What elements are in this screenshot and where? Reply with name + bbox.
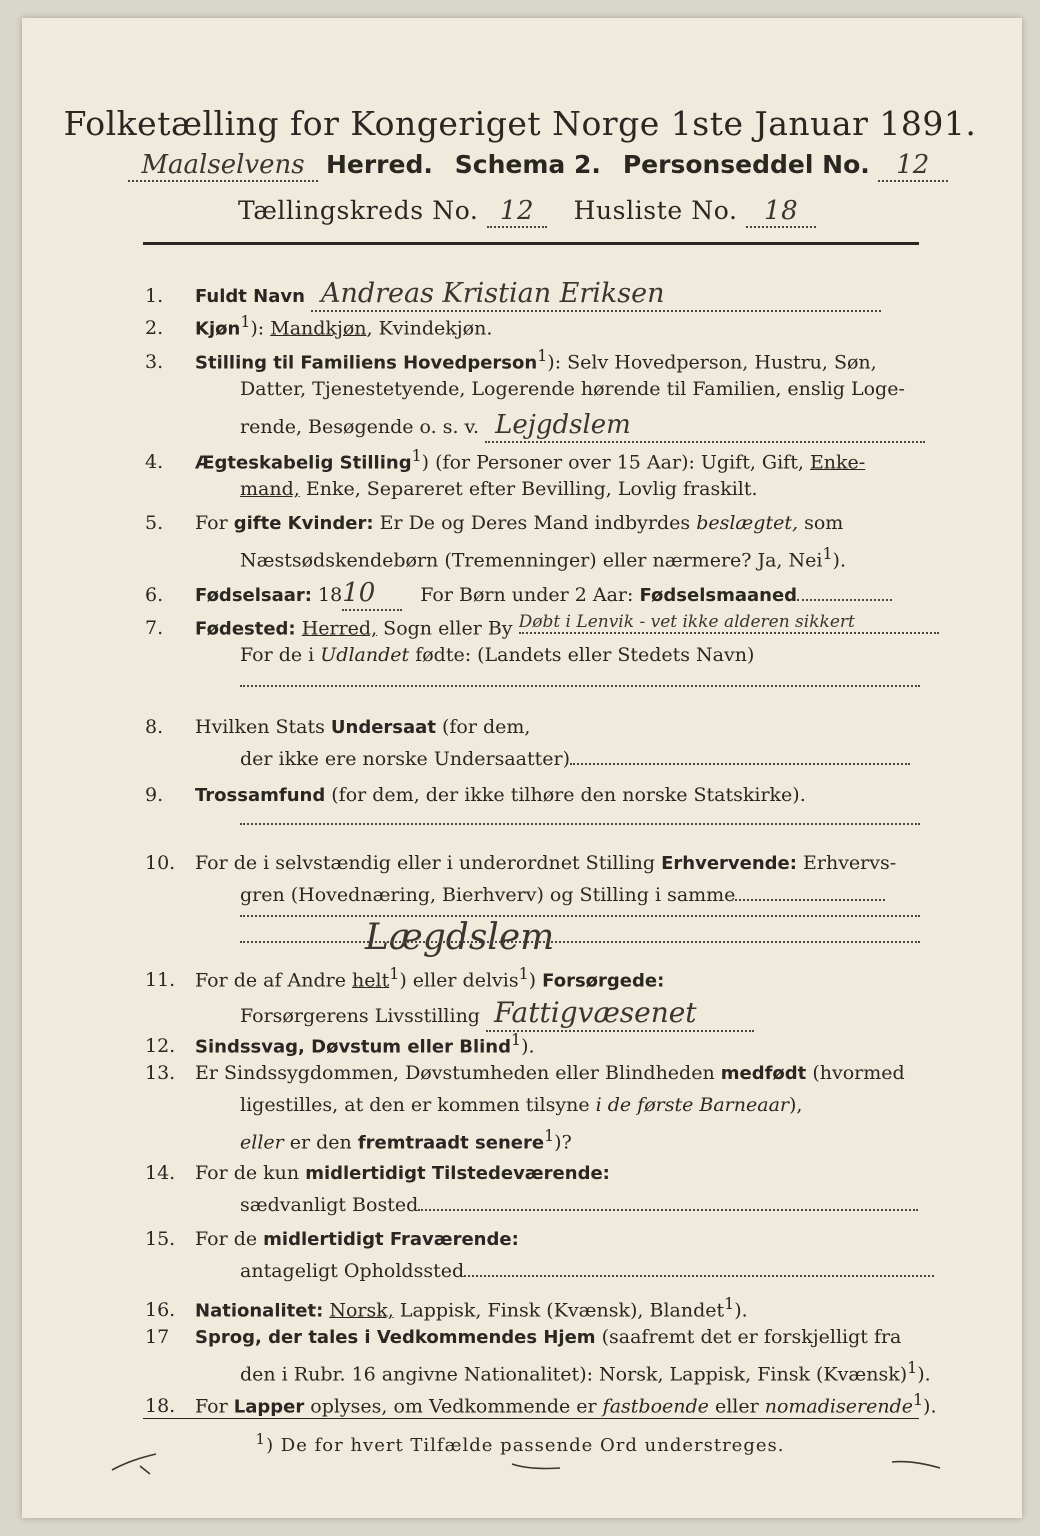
row-3 bbox=[145, 346, 925, 374]
row-3-line-3-content bbox=[240, 410, 925, 443]
row-number: 15. bbox=[145, 1228, 176, 1250]
row-label: midlertidigt Tilstedeværende: bbox=[305, 1163, 610, 1184]
row-13 bbox=[145, 1062, 925, 1085]
row-text-italic: nomadiserende bbox=[764, 1395, 913, 1418]
footnote-ref: 1 bbox=[912, 1390, 924, 1409]
row-label: medfødt bbox=[720, 1063, 807, 1084]
row-text: Næstsødskendebørn (Tremenninger) eller nærmere? Ja, Nei bbox=[240, 549, 823, 572]
row-text: ) eller delvis bbox=[399, 969, 519, 992]
row-text: den i Rubr. 16 angivne Nationalitet): Norsk, Lappisk, Finsk (Kvænsk) bbox=[240, 1363, 908, 1386]
row-number: 5. bbox=[145, 512, 164, 534]
kreds-no: 12 bbox=[487, 196, 547, 228]
row-text: For de i bbox=[240, 644, 315, 666]
row-text-italic: fastboende bbox=[602, 1395, 709, 1418]
option-underlined: Herred, bbox=[301, 617, 378, 640]
row-label: Stilling til Familiens Hovedperson bbox=[195, 352, 538, 374]
row-15 bbox=[145, 1228, 925, 1251]
row-label: fremtraadt senere bbox=[357, 1132, 545, 1154]
pencil-mark-left bbox=[110, 1452, 170, 1476]
row-11 bbox=[145, 964, 925, 992]
row-number: 10. bbox=[145, 852, 176, 874]
stay-place-field bbox=[464, 1274, 934, 1277]
row-text: (for dem, der ikke tilhøre den norske Statskirke). bbox=[331, 784, 806, 806]
row-number: 12. bbox=[145, 1035, 176, 1058]
row-text: Datter, Tjenestetyende, Logerende hørende til Familien, enslig Loge- bbox=[240, 378, 905, 400]
footnote-ref: 1 bbox=[822, 544, 833, 563]
footnote-ref: 1 bbox=[255, 1430, 267, 1448]
row-number: 6. bbox=[145, 584, 164, 606]
row-text: antageligt Opholdssted bbox=[240, 1260, 465, 1282]
option-underlined: helt bbox=[352, 969, 390, 992]
row-number: 9. bbox=[145, 784, 164, 806]
row-text: ): Selv Hovedperson, Hustru, Søn, bbox=[547, 351, 877, 374]
row-text: ). bbox=[521, 1035, 535, 1058]
row-number: 14. bbox=[145, 1162, 176, 1184]
row-text: (for dem, bbox=[441, 716, 531, 738]
row-14 bbox=[145, 1162, 925, 1185]
row-4-line-2-content bbox=[240, 478, 758, 501]
row-number: 7. bbox=[145, 617, 164, 640]
foreign-birthplace-field bbox=[240, 684, 920, 687]
year-prefix: 18 bbox=[318, 584, 343, 606]
row-text: er den bbox=[289, 1131, 352, 1154]
birth-month-field bbox=[797, 598, 892, 601]
row-text: ), bbox=[789, 1094, 803, 1116]
row-text: For de bbox=[195, 1228, 258, 1250]
footnote-ref: 1 bbox=[518, 964, 529, 983]
row-12 bbox=[145, 1030, 925, 1058]
kreds-line bbox=[238, 196, 816, 228]
row-text: For Børn under 2 Aar: bbox=[420, 584, 634, 606]
row-15-line-2-content bbox=[240, 1260, 934, 1283]
row-number: 2. bbox=[145, 317, 164, 340]
row-label: Trossamfund bbox=[195, 785, 326, 806]
footnote-ref: 1 bbox=[240, 312, 251, 331]
row-text: , Kvindekjøn. bbox=[366, 317, 493, 340]
residence-field bbox=[418, 1208, 918, 1211]
row-label: Erhvervende: bbox=[661, 853, 797, 874]
row-7 bbox=[145, 612, 925, 640]
occupation-field-line bbox=[240, 914, 920, 917]
row-text: gren (Hovednæring, Bierhverv) og Stilling i samme bbox=[240, 884, 736, 906]
footnote-ref: 1 bbox=[544, 1126, 555, 1145]
row-number: 8. bbox=[145, 716, 164, 738]
schema-label: Schema 2. bbox=[454, 150, 601, 179]
row-13-line-2-content bbox=[240, 1094, 802, 1117]
row-text: Sogn eller By bbox=[383, 617, 513, 640]
row-text: ). bbox=[734, 1299, 748, 1322]
row-9 bbox=[145, 784, 925, 807]
row-text: Forsørgerens Livsstilling bbox=[240, 1005, 480, 1027]
footnote-ref: 1 bbox=[411, 446, 422, 465]
option-underlined: Enke- bbox=[809, 451, 866, 474]
row-text-italic: beslægtet, bbox=[696, 512, 799, 534]
row-8 bbox=[145, 716, 925, 739]
religion-field bbox=[240, 822, 920, 825]
herred-label: Herred. bbox=[325, 150, 433, 179]
row-13-line-3-content bbox=[240, 1126, 572, 1154]
row-number: 3. bbox=[145, 351, 164, 374]
row-10-line-2-content bbox=[240, 884, 885, 907]
birth-year-value: 10 bbox=[342, 578, 402, 611]
row-text: som bbox=[804, 512, 844, 534]
row-number: 4. bbox=[145, 451, 164, 474]
row-text: Er Sindssygdommen, Døvstumheden eller Blindheden bbox=[195, 1062, 715, 1084]
row-1 bbox=[145, 278, 925, 312]
row-2 bbox=[145, 312, 925, 340]
row-16 bbox=[145, 1294, 925, 1322]
footnote-ref: 1 bbox=[537, 346, 548, 365]
row-text: ). bbox=[832, 549, 846, 572]
occupation-field-line-2 bbox=[240, 940, 920, 943]
row-number: 11. bbox=[145, 969, 176, 992]
row-text-italic: eller bbox=[240, 1131, 284, 1154]
herred-name: Maalselvens bbox=[128, 150, 318, 182]
kreds-label: Tællingskreds No. bbox=[238, 196, 479, 225]
row-text: ). bbox=[917, 1363, 931, 1386]
row-7-line-2-content bbox=[240, 644, 754, 667]
row-5 bbox=[145, 512, 925, 535]
row-text: sædvanligt Bosted bbox=[240, 1194, 419, 1216]
pencil-mark-right bbox=[890, 1456, 950, 1474]
option-underlined: mand, bbox=[240, 478, 300, 500]
row-4 bbox=[145, 446, 925, 474]
row-17-line-2-content bbox=[240, 1358, 931, 1386]
row-label: gifte Kvinder: bbox=[233, 513, 374, 534]
row-label: Forsørgede: bbox=[542, 970, 665, 992]
row-17 bbox=[145, 1326, 925, 1349]
row-text: )? bbox=[554, 1131, 572, 1154]
row-10 bbox=[145, 852, 925, 875]
row-text-italic: i de første Barneaar bbox=[595, 1094, 789, 1116]
row-label: Lapper bbox=[233, 1396, 305, 1418]
row-text: For bbox=[195, 1395, 228, 1418]
personseddel-no: 12 bbox=[878, 150, 948, 182]
row-text: Er De og Deres Mand indbyrdes bbox=[379, 512, 691, 534]
row-8-line-2-content bbox=[240, 748, 910, 771]
row-number: 16. bbox=[145, 1299, 176, 1322]
footnote-ref: 1 bbox=[907, 1358, 918, 1377]
row-14-line-2-content bbox=[240, 1194, 918, 1217]
herred-line bbox=[128, 150, 930, 182]
footnote-ref: 1 bbox=[510, 1030, 522, 1049]
footnote-ref: 1 bbox=[724, 1294, 735, 1313]
row-text: der ikke ere norske Undersaatter) bbox=[240, 748, 570, 770]
row-text: Hvilken Stats bbox=[195, 716, 325, 738]
provider-value: Fattigvæsenet bbox=[486, 996, 754, 1032]
footer-rule bbox=[143, 1418, 919, 1419]
row-number: 18. bbox=[145, 1395, 176, 1418]
row-5-line-2-content bbox=[240, 544, 846, 572]
occupation-field bbox=[735, 898, 885, 901]
row-text: ) bbox=[528, 969, 537, 992]
row-text: fødte: (Landets eller Stedets Navn) bbox=[415, 644, 755, 666]
row-6 bbox=[145, 578, 925, 611]
row-number: 17 bbox=[145, 1326, 170, 1348]
row-label: Sindssvag, Døvstum eller Blind bbox=[195, 1036, 511, 1058]
row-label: Sprog, der tales i Vedkommendes Hjem bbox=[195, 1327, 596, 1348]
row-label: Fødselsaar: bbox=[195, 585, 312, 606]
option-underlined: Norsk, bbox=[329, 1299, 394, 1322]
personseddel-label: Personseddel No. bbox=[622, 150, 870, 179]
row-11-line-2-content bbox=[240, 996, 754, 1032]
birthplace-value: Døbt i Lenvik - vet ikke alderen sikkert bbox=[519, 612, 939, 634]
row-text: Erhvervs- bbox=[803, 852, 897, 874]
husliste-no: 18 bbox=[746, 196, 816, 228]
footnote-ref: 1 bbox=[389, 964, 400, 983]
subject-field bbox=[570, 762, 910, 765]
footnote-text: ) De for hvert Tilfælde passende Ord understreges. bbox=[266, 1435, 785, 1456]
row-label: Ægteskabelig Stilling bbox=[195, 452, 412, 474]
row-number: 1. bbox=[145, 285, 164, 307]
row-label: Kjøn bbox=[195, 318, 241, 340]
row-text: (saafremt det er forskjelligt fra bbox=[601, 1326, 902, 1348]
row-text: For de af Andre bbox=[195, 969, 346, 992]
header-rule bbox=[143, 242, 919, 245]
row-label: Undersaat bbox=[330, 717, 436, 738]
row-18 bbox=[145, 1390, 937, 1418]
row-text: eller bbox=[714, 1395, 759, 1418]
husliste-label: Husliste No. bbox=[573, 196, 738, 225]
row-text: ) (for Personer over 15 Aar): Ugift, Gift, bbox=[421, 451, 804, 474]
stilling-value: Lejgdslem bbox=[485, 410, 925, 443]
row-number: 13. bbox=[145, 1062, 176, 1084]
form-title: Folketælling for Kongeriget Norge 1ste Januar 1891. bbox=[63, 104, 977, 143]
row-text: rende, Besøgende o. s. v. bbox=[240, 416, 480, 438]
occupation-value: Lægdslem bbox=[365, 917, 555, 958]
row-text: Lappisk, Finsk (Kvænsk), Blandet bbox=[393, 1299, 725, 1322]
row-label: Fuldt Navn bbox=[195, 286, 305, 307]
row-text: ): bbox=[250, 317, 271, 340]
row-text: For de i selvstændig eller i underordnet Stilling bbox=[195, 852, 656, 874]
row-label: Fødselsmaaned bbox=[639, 585, 798, 606]
pencil-mark-center bbox=[510, 1458, 570, 1476]
row-text: For de kun bbox=[195, 1162, 300, 1184]
row-text: For bbox=[195, 512, 228, 534]
row-text: Enke, Separeret efter Bevilling, Lovlig fraskilt. bbox=[299, 478, 758, 500]
row-text-italic: Udlandet bbox=[320, 644, 410, 666]
row-text: (hvormed bbox=[812, 1062, 905, 1084]
row-label: Nationalitet: bbox=[195, 1300, 324, 1322]
row-text: ligestilles, at den er kommen tilsyne bbox=[240, 1094, 590, 1116]
row-text: ). bbox=[923, 1395, 937, 1418]
option-underlined: Mandkjøn bbox=[270, 317, 367, 340]
row-label: midlertidigt Fraværende: bbox=[263, 1229, 519, 1250]
full-name-value: Andreas Kristian Eriksen bbox=[311, 278, 881, 312]
row-label: Fødested: bbox=[195, 618, 296, 640]
row-text: oplyses, om Vedkommende er bbox=[310, 1395, 597, 1418]
